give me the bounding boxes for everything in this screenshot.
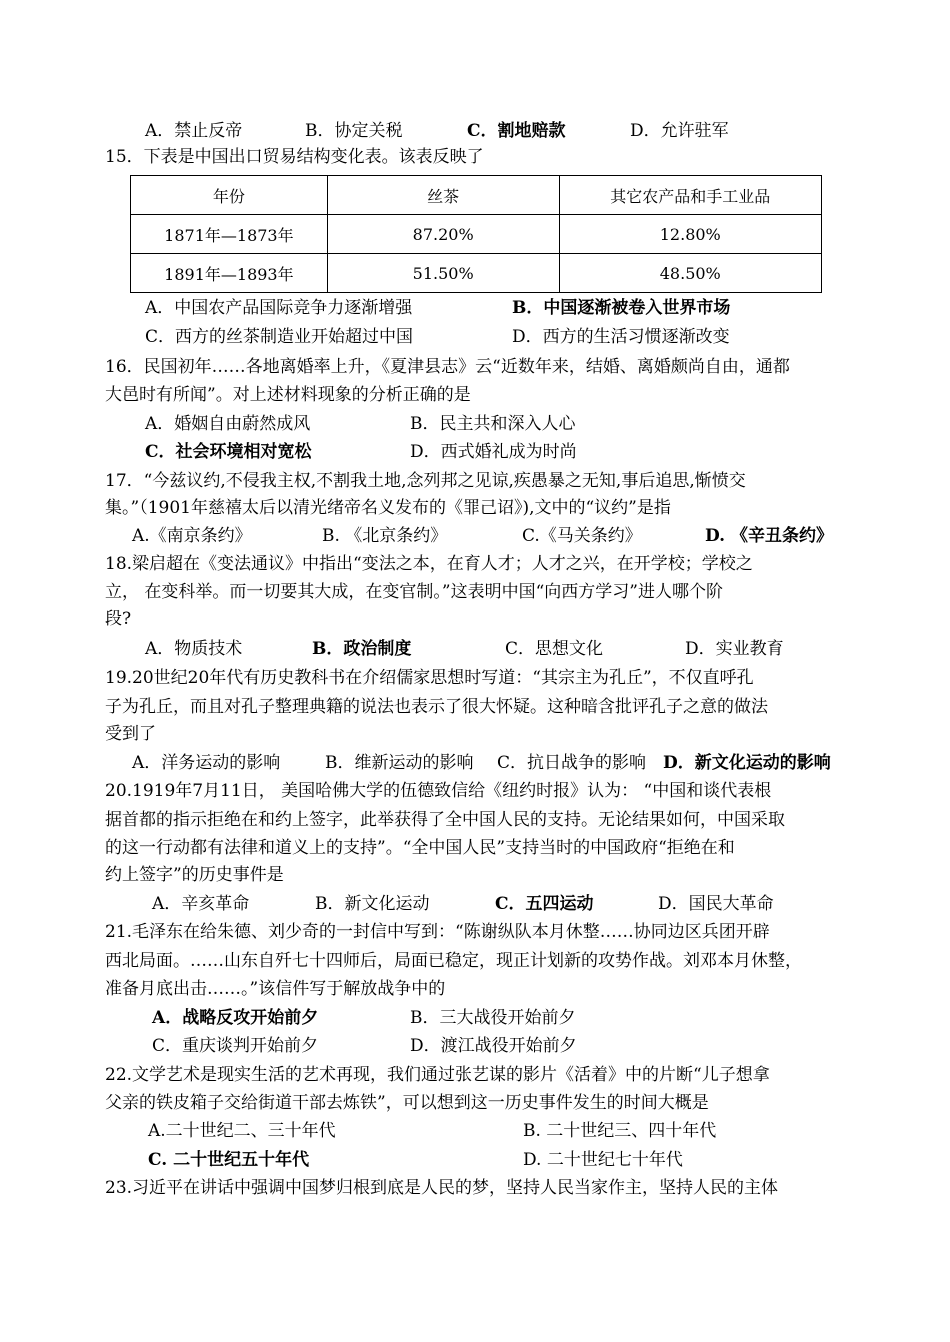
q15-option-b: B．中国逐渐被卷入世界市场 [512,298,731,318]
table-cell: 1871年—1873年 [131,215,328,254]
q17-option-a: A.《南京条约》 [132,526,252,546]
q15-stem: 15．下表是中国出口贸易结构变化表。该表反映了 [105,147,484,167]
q14-option-b: B．协定关税 [305,121,403,141]
q20-option-b: B．新文化运动 [315,894,430,914]
table-header-cell: 年份 [131,176,328,215]
q17-stem-line: 集。”（1901年慈禧太后以清光绪帝名义发布的《罪己诏》),文中的“议约”是指 [105,498,671,518]
q18-stem-line: 段? [105,609,132,629]
q18-stem-line: 18.梁启超在《变法通议》中指出“变法之本，在育人才；人才之兴，在开学校；学校之 [105,554,753,574]
q21-option-c: C．重庆谈判开始前夕 [152,1036,319,1056]
q18-stem-line: 立， 在变科举。而一切要其大成，在变官制。”这表明中国“向西方学习”进人哪个阶 [105,582,723,602]
q16-stem-line: 16．民国初年……各地离婚率上升，《夏津县志》云“近数年来，结婚、离婚颇尚自由，通都 [105,357,790,377]
q14-option-d: D．允许驻军 [630,121,729,141]
q23-stem-line: 23.习近平在讲话中强调中国梦归根到底是人民的梦，坚持人民当家作主，坚持人民的主体 [105,1178,779,1198]
table-header-row [131,176,822,215]
table-cell: 12.80% [559,215,821,254]
q21-option-a: A．战略反攻开始前夕 [152,1008,319,1028]
q17-stem-line: 17．“今兹议约,不侵我主权,不割我土地,念列邦之见谅,疾愚暴之无知,事后追思,惭愤交 [105,471,746,491]
q22-option-c: C. 二十世纪五十年代 [148,1150,310,1170]
table-row [131,254,822,293]
q18-option-b: B．政治制度 [312,639,412,659]
q21-stem-line: 21.毛泽东在给朱德、刘少奇的一封信中写到：“陈谢纵队本月休整……协同边区兵团开辟 [105,922,770,942]
q15-option-a: A．中国农产品国际竞争力逐渐增强 [145,298,413,318]
q21-option-d: D．渡江战役开始前夕 [410,1036,577,1056]
q16-option-a: A．婚姻自由蔚然成风 [145,414,311,434]
q15-option-c: C．西方的丝茶制造业开始超过中国 [145,327,414,347]
q17-option-c: C.《马关条约》 [522,526,642,546]
q19-stem-line: 子为孔丘，而且对孔子整理典籍的说法也表示了很大怀疑。这种暗含批评孔子之意的做法 [105,697,768,717]
q19-stem-line: 19.20世纪20年代有历史教科书在介绍儒家思想时写道：“其宗主为孔丘”，不仅直呼孔 [105,668,754,688]
table-header-cell: 丝茶 [327,176,559,215]
q17-option-b: B. 《北京条约》 [322,526,448,546]
q20-stem-line: 约上签字”的历史事件是 [105,865,284,885]
q21-option-b: B．三大战役开始前夕 [410,1008,576,1028]
q18-option-d: D．实业教育 [685,639,784,659]
q18-option-c: C．思想文化 [505,639,604,659]
table-row [131,215,822,254]
table-cell: 48.50% [559,254,821,293]
table-cell: 51.50% [327,254,559,293]
q22-option-d: D. 二十世纪七十年代 [523,1150,683,1170]
q20-stem-line: 的这一行动都有法律和道义上的支持”。“全中国人民”支持当时的中国政府“拒绝在和 [105,838,735,858]
table-cell: 87.20% [327,215,559,254]
q16-stem-line: 大邑时有所闻”。对上述材料现象的分析正确的是 [105,385,471,405]
q20-option-a: A．辛亥革命 [152,894,250,914]
q19-option-c: C．抗日战争的影响 [497,753,647,773]
q21-stem-line: 准备月底出击……。”该信件写于解放战争中的 [105,979,446,999]
q22-option-b: B. 二十世纪三、四十年代 [523,1121,717,1141]
q20-option-c: C．五四运动 [495,894,594,914]
q14-option-c: C．割地赔款 [467,121,566,141]
q14-option-a: A．禁止反帝 [145,121,243,141]
q16-option-b: B．民主共和深入人心 [410,414,576,434]
q20-stem-line: 据首都的指示拒绝在和约上签字，此举获得了全中国人民的支持。无论结果如何，中国采取 [105,810,785,830]
q20-option-d: D．国民大革命 [658,894,774,914]
q16-option-c: C．社会环境相对宽松 [145,442,312,462]
q19-option-d: D．新文化运动的影响 [663,753,831,773]
q20-stem-line: 20.1919年7月11日， 美国哈佛大学的伍德致信给《纽约时报》认为： “中国和谈代表根 [105,781,772,801]
q22-stem-line: 父亲的铁皮箱子交给街道干部去炼铁”，可以想到这一历史事件发生的时间大概是 [105,1093,709,1113]
q21-stem-line: 西北局面。……山东自歼七十四师后，局面已稳定，现正计划新的攻势作战。刘邓本月休整， [105,951,802,971]
q19-stem-line: 受到了 [105,724,156,744]
table-cell: 1891年—1893年 [131,254,328,293]
q22-stem-line: 22.文学艺术是现实生活的艺术再现，我们通过张艺谋的影片《活着》中的片断“儿子想拿 [105,1065,770,1085]
q16-option-d: D．西式婚礼成为时尚 [410,442,577,462]
q17-option-d: D. 《辛丑条约》 [705,526,833,546]
q19-option-b: B．维新运动的影响 [325,753,474,773]
table-header-cell: 其它农产品和手工业品 [559,176,821,215]
q15-option-d: D．西方的生活习惯逐渐改变 [512,327,730,347]
q18-option-a: A．物质技术 [145,639,243,659]
q19-option-a: A．洋务运动的影响 [132,753,281,773]
q22-option-a: A.二十世纪二、三十年代 [148,1121,336,1141]
trade-structure-table [130,175,822,293]
